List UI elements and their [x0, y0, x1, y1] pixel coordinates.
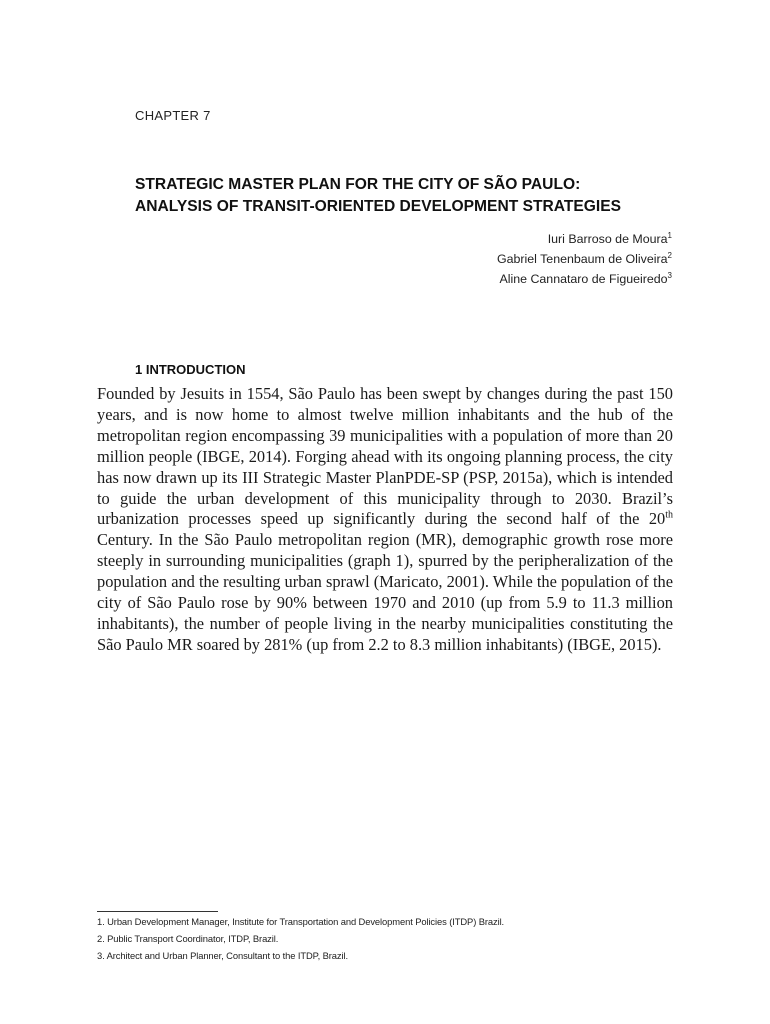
footnote: 1. Urban Development Manager, Institute for Transportation and Development Policies (ITDP) Brazil.	[97, 916, 505, 927]
footnote: 2. Public Transport Coordinator, ITDP, Brazil.	[97, 933, 279, 944]
chapter-label: CHAPTER 7	[135, 108, 211, 123]
footnote-marker: 3	[667, 270, 672, 280]
footnote-divider	[97, 911, 218, 912]
author-name: Aline Cannataro de Figueiredo	[499, 272, 668, 286]
author-name: Iuri Barroso de Moura	[547, 232, 668, 246]
body-paragraph	[97, 384, 673, 656]
section-heading: 1 INTRODUCTION	[135, 362, 246, 377]
footnote-marker: 1	[667, 230, 672, 240]
chapter-title-line-2: ANALYSIS OF TRANSIT-ORIENTED DEVELOPMENT STRATEGIES	[135, 198, 622, 215]
footnote: 3. Architect and Urban Planner, Consultant to the ITDP, Brazil.	[97, 950, 348, 961]
chapter-title-line-1: STRATEGIC MASTER PLAN FOR THE CITY OF SÃO PAULO:	[135, 176, 581, 193]
author	[497, 269, 672, 289]
author-list	[497, 229, 672, 289]
author	[497, 249, 672, 269]
ordinal-superscript: th	[665, 509, 673, 521]
paragraph-text: Century. In the São Paulo metropolitan region (MR), demographic growth rose more steeply in surrounding municipalities (graph 1), spurred by the peripheralization of the population and the resulting urban sprawl (Maricato, 2001). While the population of the city of São Paulo rose by 90% between 1970 and 2010 (up from 5.9 to 11.3 million inhabitants), the number of people living in the nearby municipalities constituting the São Paulo MR soared by 281% (up from 2.2 to 8.3 million inhabitants) (IBGE, 2015).	[97, 530, 673, 654]
author-name: Gabriel Tenenbaum de Oliveira	[496, 252, 668, 266]
paragraph-text: Founded by Jesuits in 1554, São Paulo has been swept by changes during the past 150 years, and is now home to almost twelve million inhabitants and the hub of the metropolitan region encompassing 39 municipalities with a population of more than 20 million people (IBGE, 2014). Forging ahead with its ongoing planning process, the city has now drawn up its III Strategic Master PlanPDE-SP (PSP, 2015a), which is intended to guide the urban development of this municipality through to 2030. Brazil’s urbanization processes speed up significantly during the second half of the 20	[97, 384, 673, 529]
author	[497, 229, 672, 249]
footnotes	[97, 913, 673, 964]
footnote-marker: 2	[667, 250, 672, 260]
chapter-title	[135, 174, 695, 218]
